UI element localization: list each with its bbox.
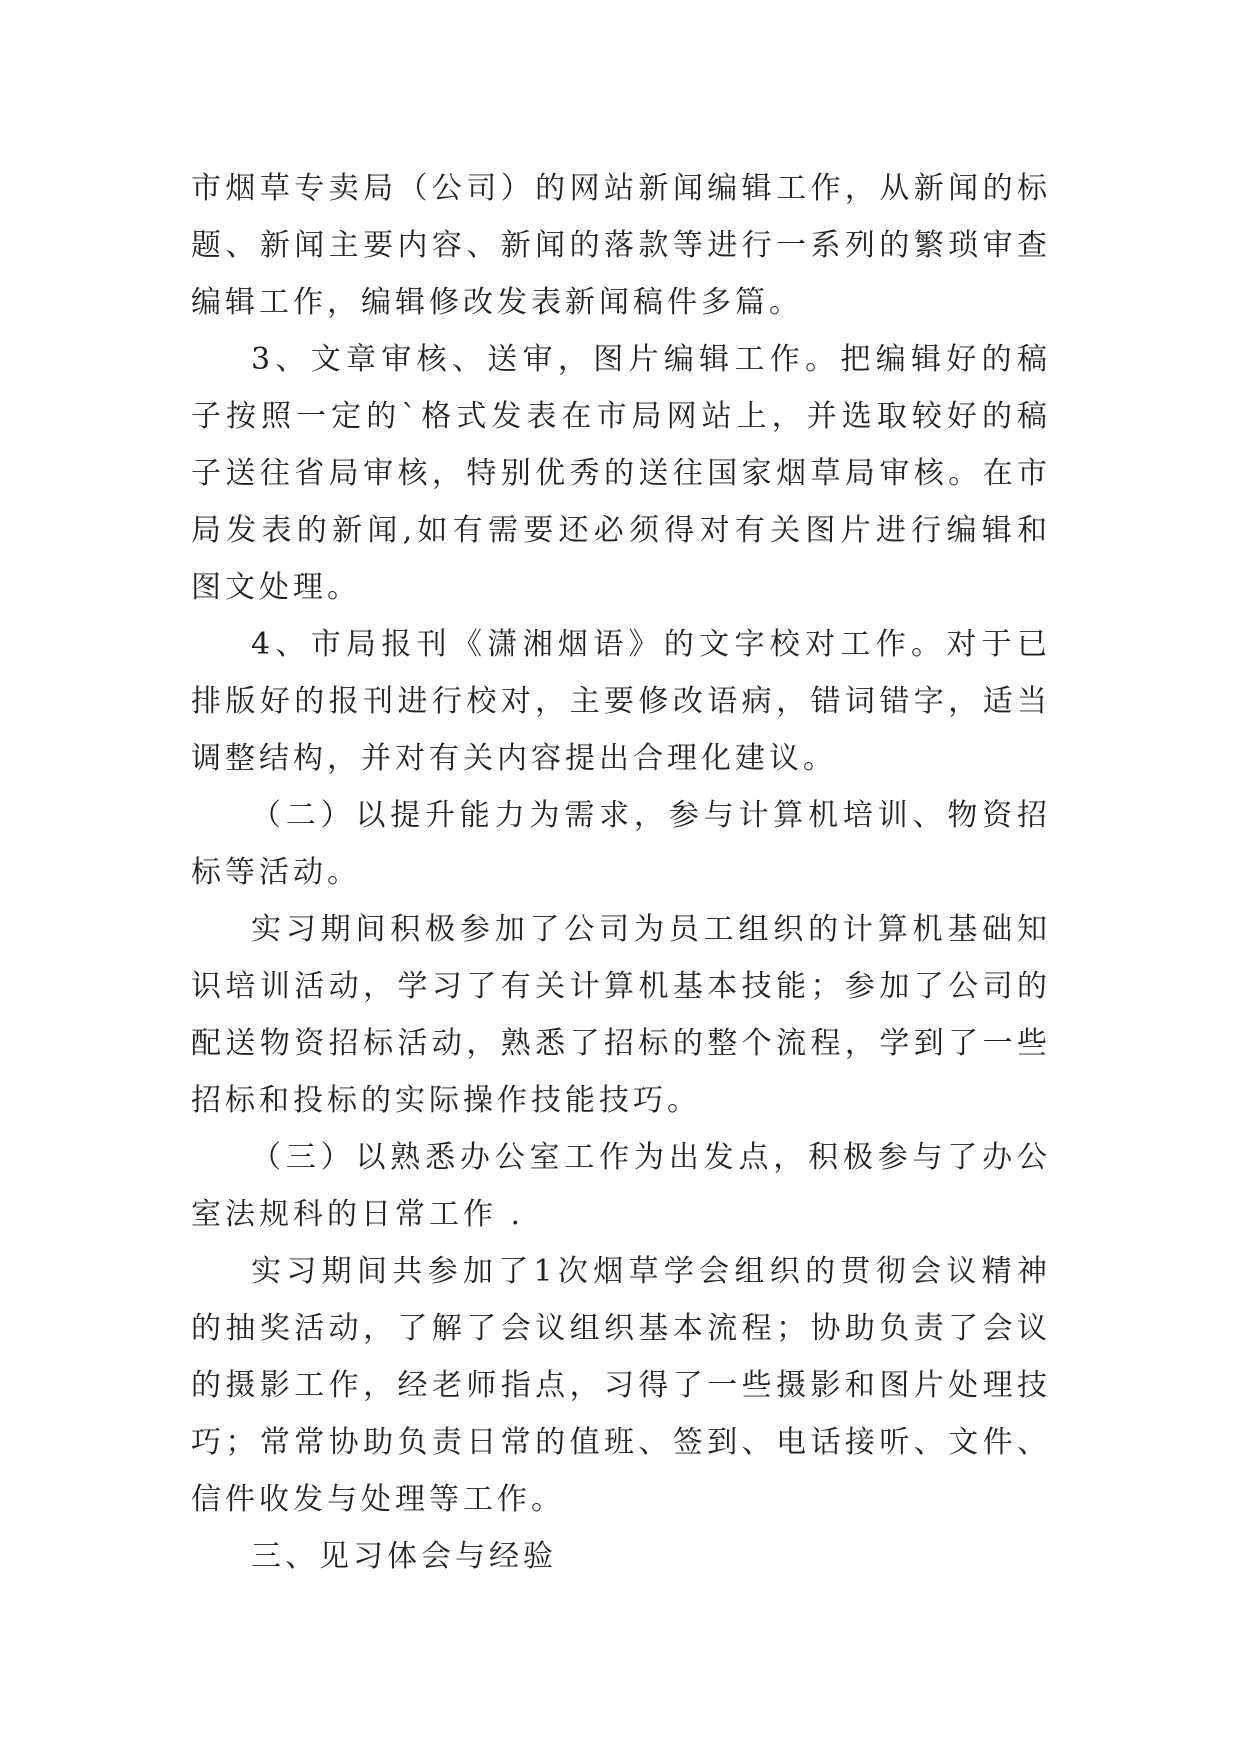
paragraph-item-4: 4、市局报刊《潇湘烟语》的文字校对工作。对于已排版好的报刊进行校对，主要修改语病，错词错字，适当调整结构，并对有关内容提出合理化建议。 bbox=[191, 627, 1051, 776]
section-heading-2: （二）以提升能力为需求，参与计算机培训、物资招标等活动。 bbox=[191, 798, 1051, 890]
section-heading-3: （三）以熟悉办公室工作为出发点，积极参与了办公室法规科的日常工作 . bbox=[191, 1140, 1051, 1232]
paragraph-training: 实习期间积极参加了公司为员工组织的计算机基础知识培训活动，学习了有关计算机基本技能；参加了公司的配送物资招标活动，熟悉了招标的整个流程，学到了一些招标和投标的实际操作技能技巧。 bbox=[191, 912, 1051, 1118]
paragraph-item-3: 3、文章审核、送审，图片编辑工作。把编辑好的稿子按照一定的`格式发表在市局网站上，并选取较好的稿子送往省局审核，特别优秀的送往国家烟草局审核。在市局发表的新闻,如有需要还必须得对有关图片进行编辑和图文处理。 bbox=[191, 342, 1051, 605]
paragraph-news-editing-continued: 市烟草专卖局（公司）的网站新闻编辑工作，从新闻的标题、新闻主要内容、新闻的落款等进行一系列的繁琐审查编辑工作，编辑修改发表新闻稿件多篇。 bbox=[191, 171, 1051, 320]
document-body bbox=[191, 160, 1051, 1585]
paragraph-office-work: 实习期间共参加了1次烟草学会组织的贯彻会议精神的抽奖活动，了解了会议组织基本流程；协助负责了会议的摄影工作，经老师指点，习得了一些摄影和图片处理技巧；常常协助负责日常的值班、签到、电话接听、文件、信件收发与处理等工作。 bbox=[191, 1254, 1051, 1517]
section-heading-experience: 三、见习体会与经验 bbox=[251, 1539, 557, 1574]
